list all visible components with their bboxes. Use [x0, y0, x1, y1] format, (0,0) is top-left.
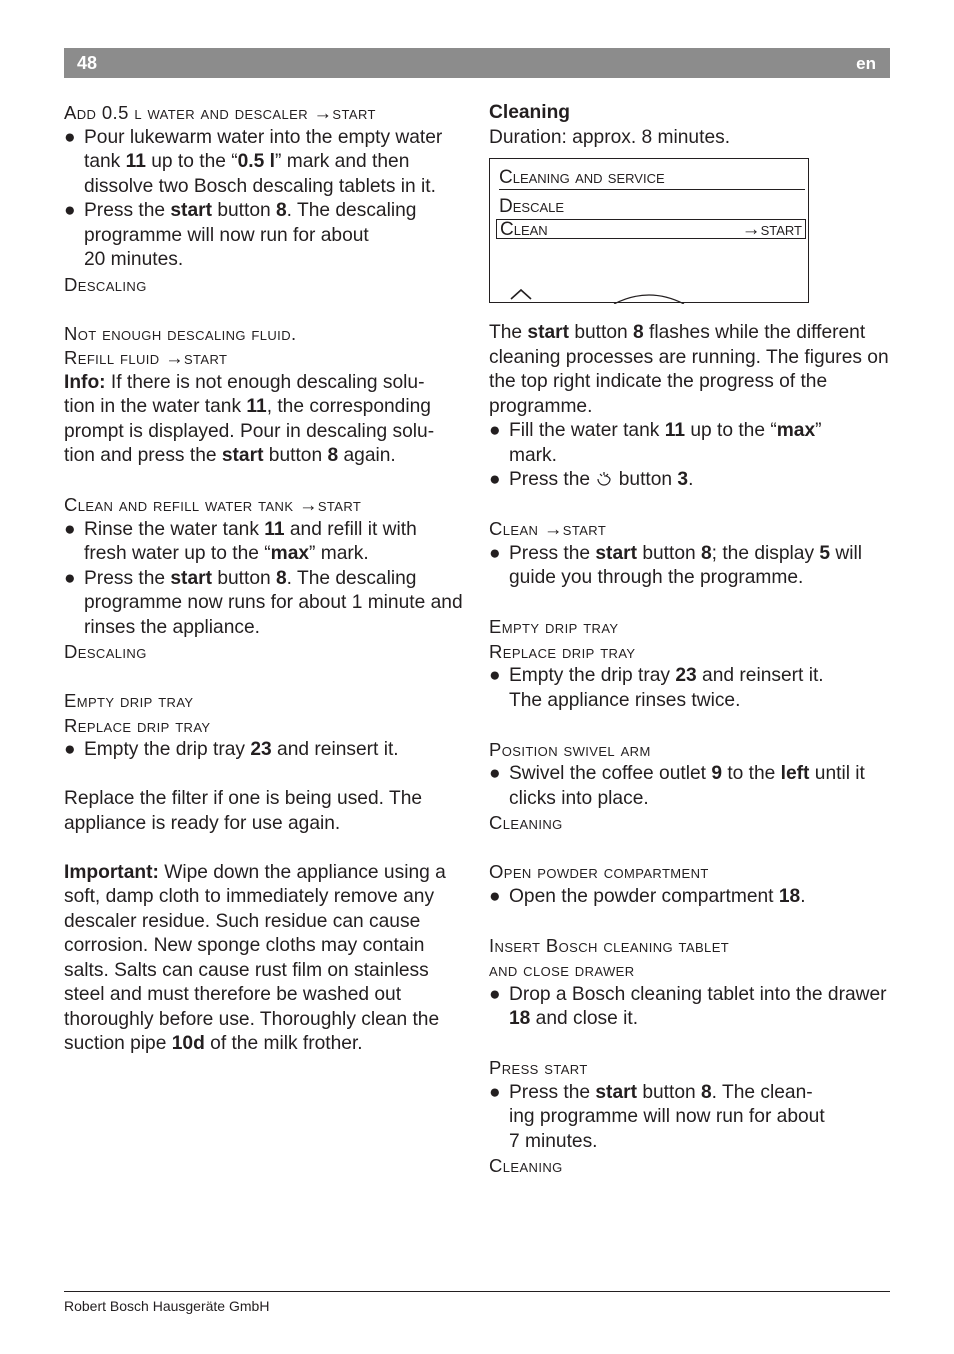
bullet-icon: ●	[64, 739, 76, 760]
display-status-descaling: Descaling	[64, 641, 147, 662]
display-prompt-refill: Refill fluid →start	[64, 347, 228, 368]
display-selected-action: →start	[741, 219, 802, 240]
display-status-descaling: Descaling	[64, 273, 147, 295]
important-paragraph: Important: Wipe down the appliance using a soft, damp cloth to immediately remove any descaler residue. Such residue can cause corrosion. New sponge cloths may contain salts. Salts can cause rust film on stainless steel and must therefore be washed out thoroughly before use. Thoroughly clean the suction pipe 10d of the milk frother.	[64, 861, 446, 1054]
bullet-icon: ●	[489, 469, 501, 490]
bullet-icon: ●	[64, 200, 76, 221]
display-prompt-empty-drip-tray: Empty drip tray	[489, 616, 619, 637]
list-item: ● Press the start button 8. The descaling programme will now run for about 20 minutes.	[64, 200, 417, 270]
bullet-icon: ●	[64, 567, 76, 589]
display-title: Cleaning and service	[499, 166, 805, 190]
display-prompt-clean-start: Clean →start	[489, 518, 607, 539]
display-prompt-close-drawer: and close drawer	[489, 959, 635, 980]
footer-divider	[64, 1291, 890, 1292]
footer-company: Robert Bosch Hausgeräte GmbH	[64, 1298, 270, 1314]
machine-display	[489, 158, 809, 303]
language-code: en	[856, 54, 876, 73]
bullet-icon: ●	[489, 542, 501, 564]
page-number: 48	[77, 53, 98, 73]
list-item: ● Press the button 3.	[489, 468, 894, 493]
display-prompt-swivel-arm: Position swivel arm	[489, 738, 651, 760]
chevron-up-icon	[509, 287, 535, 301]
list-item: ● Press the start button 8. The clean- ing programme will now run for about 7 minutes.	[489, 1081, 825, 1152]
display-prompt-empty-drip-tray: Empty drip tray	[64, 690, 194, 711]
right-column	[489, 101, 894, 1179]
list-item: ● Press the start button 8. The descaling programme now runs for about 1 minute and rinses the appliance.	[64, 567, 463, 638]
display-prompt-add-water: Add 0.5 l water and descaler →start	[64, 102, 376, 123]
bullet-icon: ●	[64, 518, 76, 540]
list-item: ● Empty the drip tray 23 and reinsert it. The appliance rinses twice.	[489, 665, 824, 711]
dial-arc-icon	[612, 292, 686, 304]
display-menu-item-descale: Descale	[499, 196, 565, 217]
cleaning-symbol-icon	[595, 471, 613, 487]
bullet-icon: ●	[489, 885, 501, 907]
left-column	[64, 101, 464, 1057]
bullet-icon: ●	[489, 763, 501, 784]
start-flash-paragraph: The start button 8 flashes while the different cleaning processes are running. The figures on the top right indicate the progress of the programme.	[489, 322, 889, 417]
section-heading: Cleaning	[489, 102, 571, 123]
list-item: ● Fill the water tank 11 up to the “max” mark.	[489, 420, 822, 466]
display-prompt-press-start: Press start	[489, 1057, 588, 1078]
list-item: ● Swivel the coffee outlet 9 to the left until it clicks into place.	[489, 763, 865, 809]
duration-text: Duration: approx. 8 minutes.	[489, 126, 731, 148]
list-item: ● Drop a Bosch cleaning tablet into the drawer 18 and close it.	[489, 983, 887, 1029]
display-menu-item-clean-selected	[496, 219, 806, 239]
bullet-icon: ●	[489, 1081, 501, 1103]
list-item: ● Press the start button 8; the display 5 will guide you through the programme.	[489, 542, 863, 588]
info-paragraph: Info: If there is not enough descaling solu- tion in the water tank 11, the corresponding prompt is displayed. Pour in descaling solu- tion and press the start button 8 again.	[64, 371, 435, 466]
display-prompt-insert-tablet: Insert Bosch cleaning tablet	[489, 934, 730, 956]
bullet-icon: ●	[489, 420, 501, 441]
list-item: ● Open the powder compartment 18.	[489, 885, 894, 910]
display-status-cleaning: Cleaning	[489, 1155, 563, 1176]
display-status-cleaning: Cleaning	[489, 812, 563, 833]
bullet-icon: ●	[64, 126, 76, 148]
bullet-icon: ●	[489, 983, 501, 1005]
header-bar	[64, 48, 890, 78]
display-prompt-clean-refill: Clean and refill water tank →start	[64, 494, 362, 515]
display-prompt-replace-drip-tray: Replace drip tray	[64, 714, 211, 736]
display-selected-label: Clean	[500, 219, 548, 240]
display-prompt-not-enough: Not enough descaling fluid.	[64, 322, 297, 344]
bullet-icon: ●	[489, 665, 501, 686]
list-item: ● Empty the drip tray 23 and reinsert it.	[64, 738, 464, 763]
filter-paragraph: Replace the filter if one is being used. The appliance is ready for use again.	[64, 788, 423, 834]
display-prompt-open-powder: Open powder compartment	[489, 861, 709, 882]
list-item: ● Pour lukewarm water into the empty water tank 11 up to the “0.5 l” mark and then dissolve two Bosch descaling tablets in it.	[64, 126, 443, 197]
list-item: ● Rinse the water tank 11 and refill it with fresh water up to the “max” mark.	[64, 518, 417, 564]
display-prompt-replace-drip-tray: Replace drip tray	[489, 640, 636, 662]
